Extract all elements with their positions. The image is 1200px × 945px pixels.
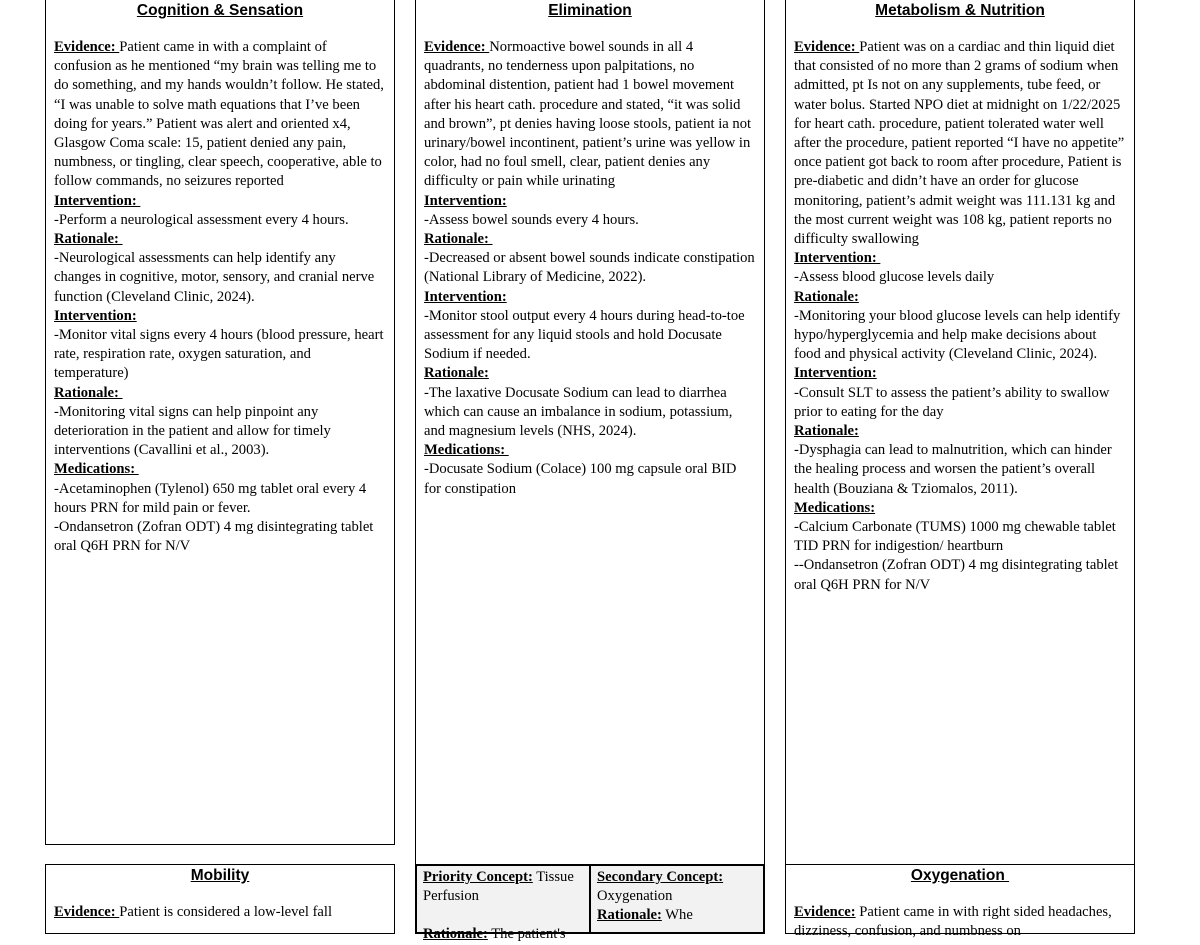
priority-concept-value: Tissue Perfusion (423, 869, 574, 905)
evidence-label: Evidence: (794, 39, 860, 55)
rationale-text: Whe (661, 907, 693, 924)
evidence-text: Patient was on a cardiac and thin liquid diet that consisted of no more than 2 grams of sodium when admitted, pt Is not on any supplements, tube feed, or water bolus. Started NPO diet at midnight on 1/22/2025 for heart cath. procedure, patient tolerated water well after the procedure, patient reported “I have no appetite” once patient got back to room after procedure, Patient is pre-diabetic and didn’t have an order for glucose monitoring, patient’s admit weight was 111.131 kg and the most current weight was 108 kg, patient reports no difficulty swallowing (794, 39, 1125, 248)
intervention-label: Intervention: (794, 250, 881, 267)
elimination-section (415, 0, 765, 929)
secondary-concept (597, 868, 757, 906)
rationale-label: Rationale: (794, 288, 859, 305)
rationale-label: Rationale: (424, 231, 493, 248)
intervention-text: -Monitor stool output every 4 hours during head-to-toe assessment for any liquid stools and hold Docusate Sodium if needed. (424, 307, 745, 363)
intervention-label: Intervention: (424, 288, 507, 305)
rationale-text: -Decreased or absent bowel sounds indicate constipation (National Library of Medicine, 2022). (424, 250, 755, 286)
intervention-text: -Monitor vital signs every 4 hours (blood pressure, heart rate, respiration rate, oxygen saturation, and temperature) (54, 327, 384, 382)
evidence-text: Patient came in with a complaint of confusion as he mentioned “my brain was telling me to do something, and my hands wouldn’t follow. He stated, “I was unable to solve math equations that I’ve been doing for years.” Patient was alert and oriented x4, Glasgow Coma scale: 15, patient denied any pain, numbness, or tingling, clear speech, cooperative, able to follow commands, no seizures reported (54, 39, 384, 190)
intervention-label: Intervention: (54, 307, 137, 324)
elimination-evidence (424, 38, 756, 192)
evidence-label: Evidence: (54, 39, 120, 55)
concept-map-center (415, 864, 765, 943)
metabolism-title: Metabolism & Nutrition (875, 2, 1045, 19)
intervention-label: Intervention: (424, 192, 507, 209)
evidence-label: Evidence: (794, 904, 856, 920)
metabolism-nutrition-section (785, 0, 1135, 865)
medications-label: Medications: (794, 499, 876, 516)
rationale-label: Rationale: (54, 231, 123, 248)
rationale-label: Rationale: (423, 926, 488, 943)
intervention-text: -Perform a neurological assessment every 4 hours. (54, 211, 349, 228)
priority-concept-label: Priority Concept: (423, 869, 533, 885)
secondary-concept-cell (591, 866, 763, 932)
oxygenation-evidence (794, 903, 1126, 941)
rationale-label: Rationale: (794, 423, 859, 440)
rationale-text: -Dysphagia can lead to malnutrition, which can hinder the healing process and worsen the patient’s overall health (Bouziana & Tziomalos, 2011). (794, 442, 1112, 497)
elimination-title: Elimination (548, 2, 632, 19)
rationale-text: The patient's (487, 926, 566, 943)
priority-concept (423, 868, 583, 906)
intervention-label: Intervention: (794, 365, 877, 382)
medications-label: Medications: (424, 442, 509, 459)
secondary-concept-value: Oxygenation (597, 888, 673, 905)
evidence-text: Normoactive bowel sounds in all 4 quadrants, no tenderness upon palpitations, no abdominal distention, patient had 1 bowel movement after his heart cath. procedure and stated, “it was solid and brown”, pt denies having loose stools, patient ia not urinary/bowel incontinent, patient’s urine was yellow in color, had no foul smell, clear, patient denies any difficulty or pain while urinating (424, 39, 752, 190)
evidence-label: Evidence: (54, 904, 120, 920)
medication-item: -Calcium Carbonate (TUMS) 1000 mg chewable tablet TID PRN for indigestion/ heartburn (794, 519, 1116, 555)
oxygenation-title: Oxygenation (910, 867, 1010, 884)
priority-concept-cell (417, 866, 591, 943)
rationale-text: -The laxative Docusate Sodium can lead to diarrhea which can cause an imbalance in sodium, potassium, and magnesium levels (NHS, 2024). (424, 384, 733, 440)
medications-label: Medications: (54, 461, 139, 478)
secondary-concept-label: Secondary Concept: (597, 869, 724, 885)
intervention-text: -Assess blood glucose levels daily (794, 269, 995, 286)
medication-item: -Docusate Sodium (Colace) 100 mg capsule oral BID for constipation (424, 461, 737, 497)
intervention-text: -Assess bowel sounds every 4 hours. (424, 211, 639, 228)
medication-item: -Ondansetron (Zofran ODT) 4 mg disintegrating tablet oral Q6H PRN for N/V (54, 519, 374, 555)
cognition-evidence (54, 38, 386, 192)
intervention-label: Intervention: (54, 192, 141, 209)
medication-item: --Ondansetron (Zofran ODT) 4 mg disintegrating tablet oral Q6H PRN for N/V (794, 557, 1119, 593)
secondary-rationale (597, 906, 757, 925)
mobility-title: Mobility (190, 867, 250, 884)
metabolism-evidence (794, 38, 1126, 249)
intervention-text: -Consult SLT to assess the patient’s ability to swallow prior to eating for the day (794, 384, 1110, 420)
priority-rationale (423, 925, 583, 944)
rationale-text: -Monitoring vital signs can help pinpoint any deterioration in the patient and allow for timely interventions (Cavallini et al., 2003). (54, 403, 331, 459)
mobility-evidence (54, 903, 386, 922)
cognition-sensation-section (45, 0, 395, 845)
evidence-label: Evidence: (424, 39, 490, 55)
evidence-text: Patient is considered a low-level fall (119, 904, 333, 920)
mobility-section (45, 864, 395, 934)
rationale-label: Rationale: (597, 907, 662, 924)
rationale-text: -Monitoring your blood glucose levels can help identify hypo/hyperglycemia and help make decisions about food and physical activity (Cleveland Clinic, 2024). (794, 307, 1121, 363)
medication-item: -Acetaminophen (Tylenol) 650 mg tablet oral every 4 hours PRN for mild pain or fever. (54, 480, 367, 516)
cognition-title: Cognition & Sensation (136, 2, 304, 19)
rationale-label: Rationale: (54, 384, 123, 401)
rationale-text: -Neurological assessments can help identify any changes in cognitive, motor, sensory, and cranial nerve function (Cleveland Clinic, 2024). (54, 250, 375, 305)
oxygenation-section (785, 864, 1135, 940)
evidence-text: Patient came in with right sided headaches, dizziness, confusion, and numbness on (794, 904, 1112, 940)
rationale-label: Rationale: (424, 365, 489, 382)
